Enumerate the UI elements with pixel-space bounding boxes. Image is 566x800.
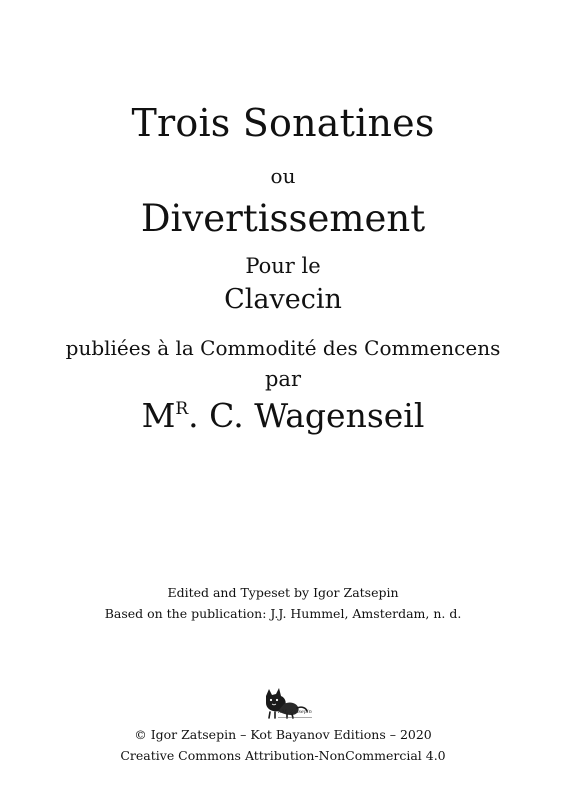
license-line: Creative Commons Attribution-NonCommercial 4.0 [120, 748, 446, 763]
author-preface: par [264, 367, 301, 391]
composer-surname: . C. Wagenseil [188, 396, 425, 435]
copyright-line: © Igor Zatsepin – Kot Bayanov Editions – 2020 [134, 727, 432, 742]
work-subtitle: Divertissement [140, 197, 426, 240]
composer-superscript: R [175, 399, 189, 419]
instrument-preface: Pour le [245, 254, 321, 278]
editor-credit: Edited and Typeset by Igor Zatsepin [167, 585, 399, 600]
publication-note: publiées à la Commodité des Commencens [65, 336, 501, 360]
source-credit: Based on the publication: J.J. Hummel, Amsterdam, n. d. [104, 606, 462, 621]
work-title: Trois Sonatines [131, 101, 435, 145]
instrument-name: Clavecin [224, 284, 342, 315]
logo-caption: I.M. Zatsepin [278, 709, 312, 715]
composer-prefix: M [141, 396, 176, 435]
composer-name [0, 396, 566, 435]
title-conjunction: ou [270, 164, 296, 188]
